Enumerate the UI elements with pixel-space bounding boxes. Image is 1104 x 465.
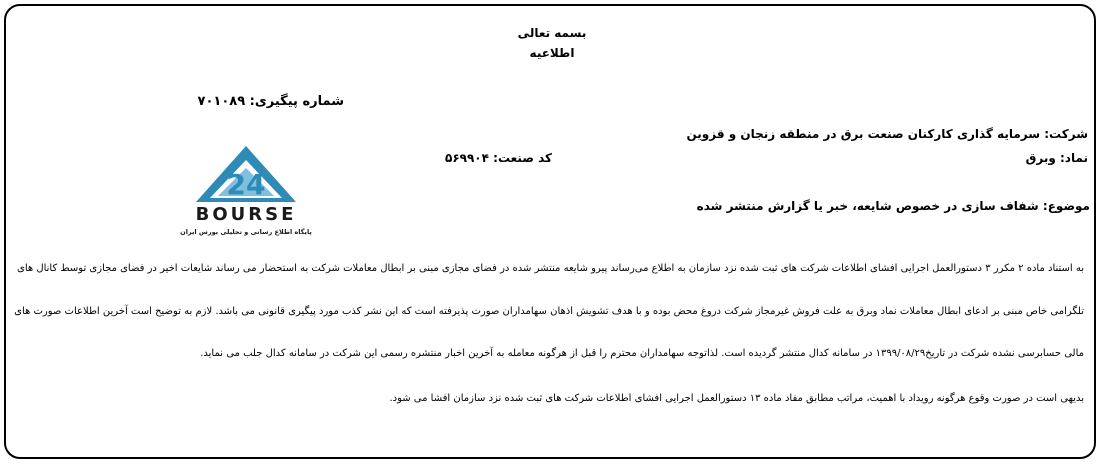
body-paragraph-4: بدیهی است در صورت وقوع هرگونه رویداد با اهمیت، مراتب مطابق مفاد ماده ۱۳ دستورالعمل اجرایی افشای اطلاعات شرکت های ثبت شده نزد سازمان افشا می شود. [389,393,1084,404]
symbol-label: نماد: [1059,151,1088,165]
logo-word: BOURSE [195,204,297,225]
body-paragraph-1: به استناد ماده ۲ مکرر ۳ دستورالعمل اجرایی افشای اطلاعات شرکت های ثبت شده نزد سازمان به اطلاع می‌رساند پیرو شایعه منتشر شده در فضای مجازی مبنی بر ابطال معاملات شرکت به استحضار می رساند شایعات اخیر در فضای مجازی توسط کانال های [17,263,1084,274]
symbol-field [1026,151,1088,165]
industry-code-field [445,151,552,165]
tracking-value: ۷۰۱۰۸۹ [197,94,246,109]
body-paragraph-2: تلگرامی خاص مبنی بر ادعای ابطال معاملات نماد وبرق به علت فروش غیرمجاز شرکت دروغ محض بوده و با هدف تشویش اذهان سهامداران صورت پذیرفته است که این نشر کذب مورد پیگیری قانونی می باشد. لازم به توضیح است آخرین اطلاعات صورت های [14,306,1084,317]
company-label: شرکت: [1044,127,1088,141]
tracking-label: شماره پیگیری: [249,94,344,109]
company-field [687,127,1089,141]
notice-title: اطلاعیه [529,46,575,60]
tracking-number [198,94,344,109]
industry-code: ۵۶۹۹۰۴ [445,151,489,165]
symbol-value: وبرق [1025,151,1056,165]
body-paragraph-3: مالی حسابرسی نشده شرکت در تاریخ۱۳۹۹/۰۸/۲۹ در سامانه کدال منتشر گردیده است. لذاتوجه سهامداران محترم را قبل از هرگونه معامله به آخرین اخبار منتشره رسمی این شرکت در سامانه کدال جلب می نماید. [200,348,1084,359]
logo-tagline: پایگاه اطلاع رسانی و تحلیلی بورس ایران [180,228,312,236]
bismillah-heading: بسمه تعالی [517,26,587,40]
subject-text: شفاف سازی در خصوص شایعه، خبر یا گزارش منتشر شده [696,199,1039,213]
logo-number: 24 [226,168,266,201]
notice-frame [4,4,1096,459]
subject-field [697,199,1090,213]
industry-label: کد صنعت: [493,151,552,165]
subject-label: موضوع: [1042,199,1090,213]
bourse24-logo [172,140,320,240]
company-name: سرمایه گذاری کارکنان صنعت برق در منطقه زنجان و قزوین [686,127,1041,141]
